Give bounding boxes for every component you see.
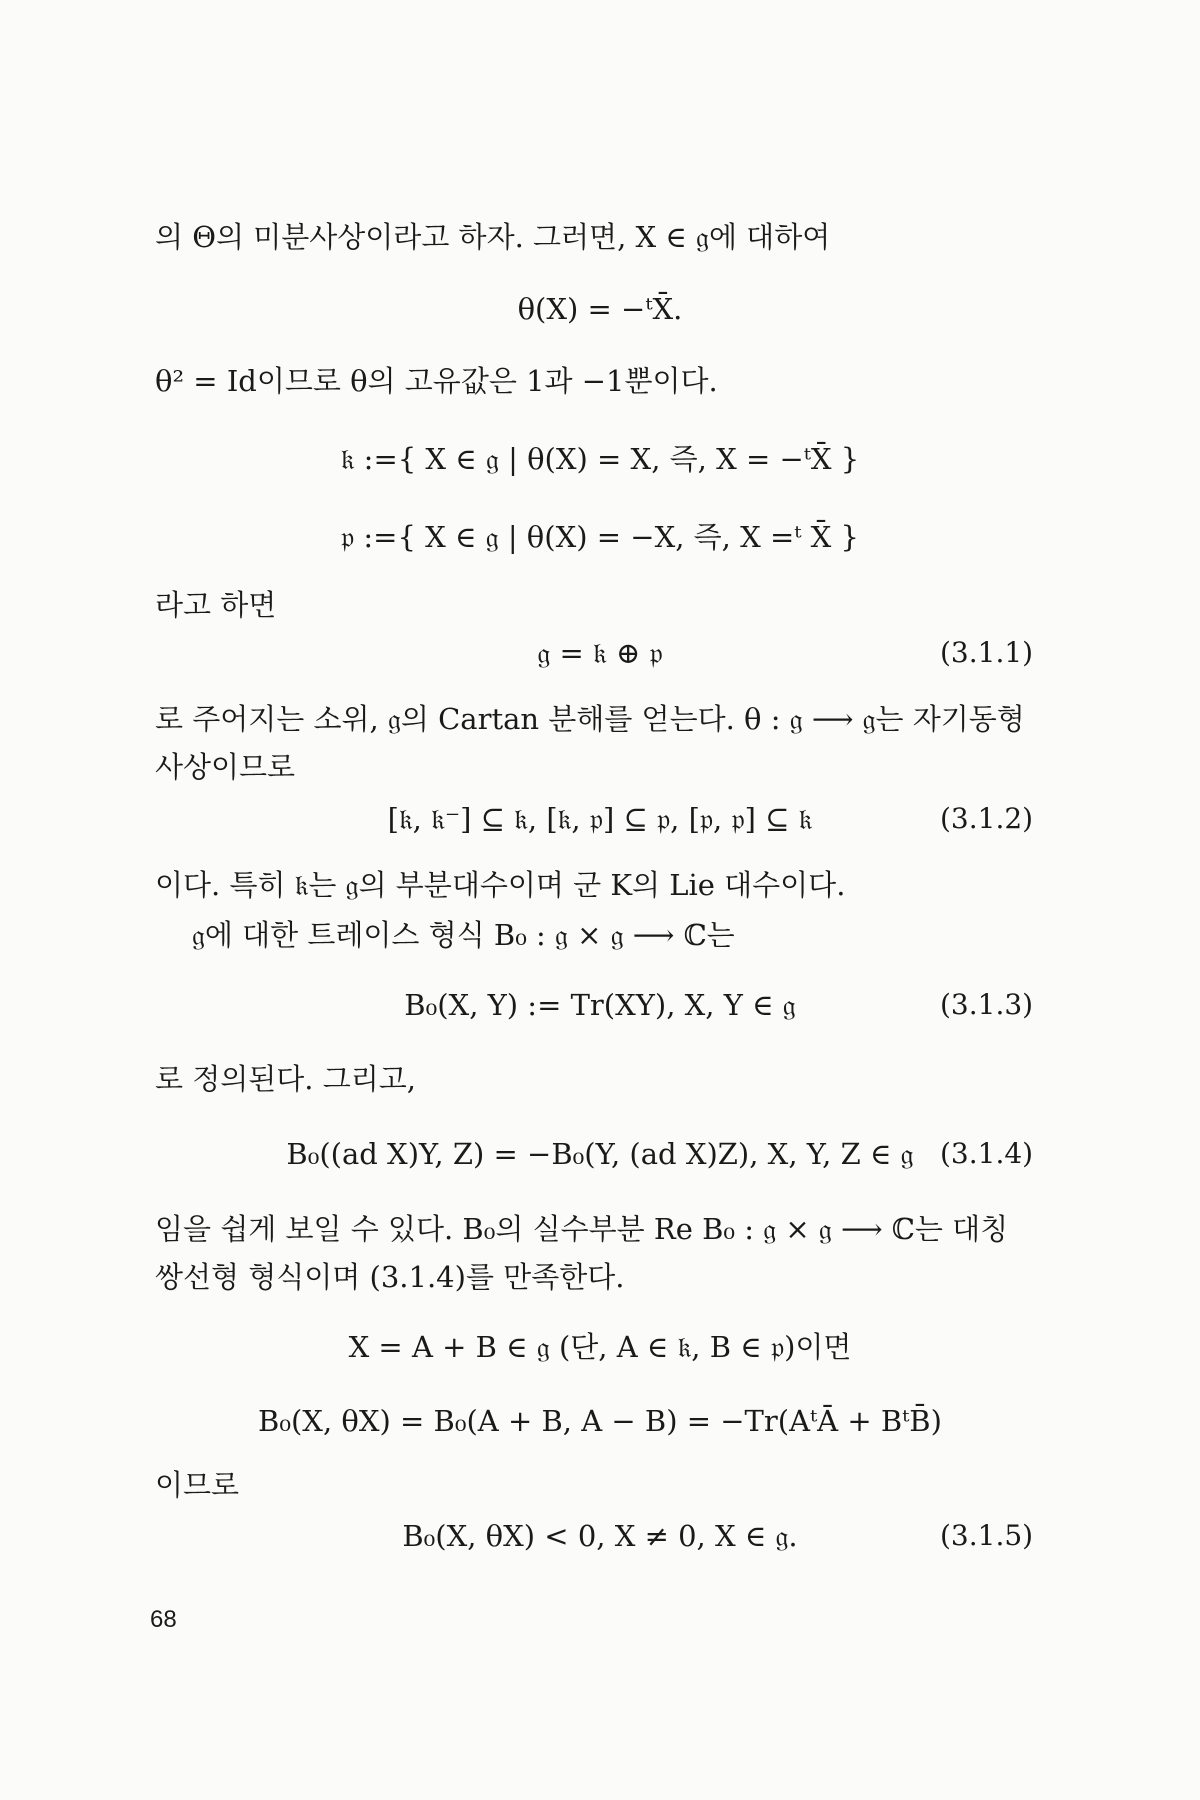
equation-number-3-1-1: (3.1.1) [940, 636, 1034, 669]
display-equation-3-1-4: B₀((ad X)Y, Z) = −B₀(Y, (ad X)Z), X, Y, Z ∈ 𝔤 [286, 1137, 914, 1171]
display-equation-3-1-1: 𝔤 = 𝔨 ⊕ 𝔭 [537, 636, 663, 670]
text-line-4: 로 주어지는 소위, 𝔤의 Cartan 분해를 얻는다. θ : 𝔤 ⟶ 𝔤는 자기동형 [155, 702, 1025, 736]
display-equation-3-1-5: B₀(X, θX) < 0, X ≠ 0, X ∈ 𝔤. [402, 1519, 798, 1553]
display-equation-trace: B₀(X, θX) = B₀(A + B, A − B) = −Tr(AᵗĀ + BᵗB̄) [258, 1404, 942, 1438]
display-equation-3-1-2: [𝔨, 𝔨⁻] ⊆ 𝔨, [𝔨, 𝔭] ⊆ 𝔭, [𝔭, 𝔭] ⊆ 𝔨 [387, 802, 813, 836]
equation-number-3-1-5: (3.1.5) [940, 1519, 1034, 1552]
text-line-1: 의 Θ의 미분사상이라고 하자. 그러면, X ∈ 𝔤에 대하여 [155, 220, 831, 254]
display-equation-decomposition: X = A + B ∈ 𝔤 (단, A ∈ 𝔨, B ∈ 𝔭)이면 [348, 1330, 852, 1364]
display-equation-3-1-3: B₀(X, Y) := Tr(XY), X, Y ∈ 𝔤 [404, 988, 796, 1022]
text-line-11: 이므로 [155, 1468, 240, 1502]
display-equation-theta: θ(X) = −ᵗX̄. [517, 292, 683, 326]
equation-number-3-1-2: (3.1.2) [940, 802, 1034, 835]
text-line-5: 사상이므로 [155, 750, 296, 784]
equation-number-3-1-4: (3.1.4) [940, 1137, 1034, 1170]
text-line-10: 쌍선형 형식이며 (3.1.4)를 만족한다. [155, 1260, 625, 1294]
text-line-7: 𝔤에 대한 트레이스 형식 B₀ : 𝔤 × 𝔤 ⟶ ℂ는 [192, 918, 735, 952]
text-line-8: 로 정의된다. 그리고, [155, 1062, 416, 1096]
page-number: 68 [150, 1606, 177, 1633]
display-equation-k: 𝔨 :={ X ∈ 𝔤 | θ(X) = X, 즉, X = −ᵗX̄ } [340, 442, 860, 476]
text-line-3: 라고 하면 [155, 588, 277, 622]
text-line-9: 임을 쉽게 보일 수 있다. B₀의 실수부분 Re B₀ : 𝔤 × 𝔤 ⟶ ℂ는 대칭 [155, 1212, 1009, 1246]
equation-number-3-1-3: (3.1.3) [940, 988, 1034, 1021]
text-line-2: θ² = Id이므로 θ의 고유값은 1과 −1뿐이다. [155, 364, 718, 398]
display-equation-p: 𝔭 :={ X ∈ 𝔤 | θ(X) = −X, 즉, X =ᵗ X̄ } [341, 520, 859, 554]
text-line-6: 이다. 특히 𝔨는 𝔤의 부분대수이며 군 K의 Lie 대수이다. [155, 868, 846, 902]
